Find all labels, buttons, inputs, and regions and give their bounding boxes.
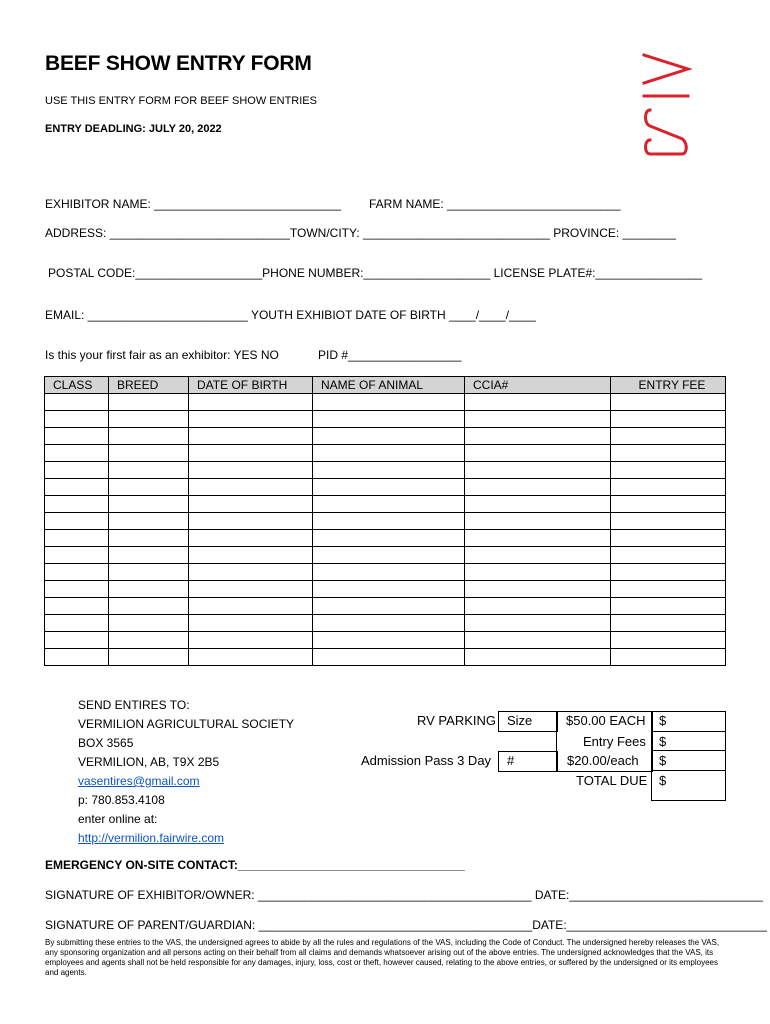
table-cell[interactable] [465,564,611,581]
table-cell[interactable] [109,632,189,649]
col-ccia: CCIA# [465,377,611,394]
table-row [45,462,726,479]
table-row [45,513,726,530]
table-cell[interactable] [45,411,109,428]
table-cell[interactable] [313,530,465,547]
table-cell[interactable] [465,394,611,411]
table-cell[interactable] [611,411,726,428]
amount-divider [651,731,726,732]
table-cell[interactable] [45,428,109,445]
form-title: BEEF SHOW ENTRY FORM [45,52,312,75]
online-label: enter online at: [78,812,158,826]
table-cell[interactable] [313,632,465,649]
table-cell[interactable] [45,530,109,547]
table-row [45,632,726,649]
col-class: CLASS [45,377,109,394]
table-cell[interactable] [313,598,465,615]
table-cell[interactable] [109,411,189,428]
table-cell[interactable] [611,649,726,666]
table-cell[interactable] [189,564,313,581]
table-cell[interactable] [45,513,109,530]
amount-divider [651,750,726,751]
table-row [45,530,726,547]
table-cell[interactable] [109,598,189,615]
amount-divider [651,770,726,771]
rv-size-label: Size [507,713,533,728]
col-date-of-birth: DATE OF BIRTH [189,377,313,394]
table-cell[interactable] [465,547,611,564]
table-cell[interactable] [45,564,109,581]
table-row [45,581,726,598]
table-cell[interactable] [109,547,189,564]
table-row [45,564,726,581]
table-cell[interactable] [313,615,465,632]
table-row [45,615,726,632]
website-link[interactable]: http://vermilion.fairwire.com [78,831,225,845]
table-cell[interactable] [45,394,109,411]
table-cell[interactable] [109,530,189,547]
table-cell[interactable] [465,598,611,615]
table-cell[interactable] [109,649,189,666]
postal-phone-license-field[interactable]: POSTAL CODE:___________________PHONE NUMBER:___________________ LICENSE PLATE#:________________ [48,266,703,280]
send-to-line: SEND ENTIRES TO: [78,698,190,712]
table-cell[interactable] [611,513,726,530]
table-cell[interactable] [45,462,109,479]
rv-amount[interactable]: $ [659,713,667,728]
table-row [45,428,726,445]
table-cell[interactable] [465,445,611,462]
table-cell[interactable] [189,394,313,411]
table-cell[interactable] [465,513,611,530]
admission-qty-box[interactable] [498,751,558,772]
email-dob-field[interactable]: EMAIL: ________________________ YOUTH EXHIBIOT DATE OF BIRTH ____/____/____ [45,308,536,322]
admission-price: $20.00/each [567,753,639,768]
table-header-row [45,377,726,394]
table-cell[interactable] [313,513,465,530]
table-cell[interactable] [611,462,726,479]
table-cell[interactable] [611,581,726,598]
table-cell[interactable] [189,513,313,530]
table-cell[interactable] [313,547,465,564]
admission-amount[interactable]: $ [659,753,667,768]
farm-name-field[interactable]: FARM NAME: __________________________ [369,197,621,211]
table-row [45,598,726,615]
rv-price: $50.00 EACH [566,713,646,728]
price-column-box [556,711,653,772]
table-cell[interactable] [45,598,109,615]
total-due-label: TOTAL DUE [576,773,648,788]
entry-fees-amount[interactable]: $ [659,734,667,749]
table-cell[interactable] [611,496,726,513]
table-cell[interactable] [313,445,465,462]
table-cell[interactable] [189,496,313,513]
table-cell[interactable] [313,479,465,496]
table-cell[interactable] [465,649,611,666]
table-cell[interactable] [465,462,611,479]
emergency-contact-field[interactable]: EMERGENCY ON-SITE CONTACT:__________________________________ [45,858,465,872]
table-cell[interactable] [189,428,313,445]
table-cell[interactable] [313,411,465,428]
col-entry-fee: ENTRY FEE [611,377,726,394]
table-cell[interactable] [45,581,109,598]
table-cell[interactable] [465,411,611,428]
table-row [45,394,726,411]
table-cell[interactable] [109,564,189,581]
table-cell[interactable] [611,598,726,615]
address-town-province-field[interactable]: ADDRESS: ___________________________TOWN/CITY: ____________________________ PROVINCE: ________ [45,226,676,240]
table-cell[interactable] [611,479,726,496]
table-cell[interactable] [109,394,189,411]
table-cell[interactable] [313,428,465,445]
table-cell[interactable] [109,462,189,479]
form-subtitle: USE THIS ENTRY FORM FOR BEEF SHOW ENTRIES [45,95,317,107]
admission-pass-label: Admission Pass 3 Day [361,753,492,768]
admission-qty-label: # [507,753,515,768]
col-breed: BREED [109,377,189,394]
table-cell[interactable] [465,581,611,598]
table-cell[interactable] [313,581,465,598]
table-cell[interactable] [465,479,611,496]
exhibitor-signature-field[interactable]: SIGNATURE OF EXHIBITOR/OWNER: _________________________________________ DATE:_____________________________ [45,888,763,902]
table-row [45,649,726,666]
col-name-of-animal: NAME OF ANIMAL [313,377,465,394]
table-cell[interactable] [189,462,313,479]
table-cell[interactable] [313,496,465,513]
table-cell[interactable] [189,530,313,547]
entry-fees-label: Entry Fees [583,734,646,749]
table-cell[interactable] [45,547,109,564]
table-cell[interactable] [611,547,726,564]
send-to-line: VERMILION, AB, T9X 2B5 [78,755,220,769]
table-cell[interactable] [189,411,313,428]
table-cell[interactable] [189,615,313,632]
table-cell[interactable] [611,564,726,581]
table-cell[interactable] [465,632,611,649]
table-cell[interactable] [45,445,109,462]
table-cell[interactable] [109,445,189,462]
table-cell[interactable] [313,462,465,479]
phone-number: p: 780.853.4108 [78,793,165,807]
table-cell[interactable] [45,615,109,632]
table-cell[interactable] [313,649,465,666]
table-cell[interactable] [465,530,611,547]
table-cell[interactable] [611,445,726,462]
table-cell[interactable] [189,547,313,564]
table-cell[interactable] [189,479,313,496]
entry-deadline: ENTRY DEADLING: JULY 20, 2022 [45,123,222,135]
table-row [45,411,726,428]
email-link[interactable]: vasentires@gmail.com [78,774,200,788]
entry-table [44,376,726,666]
pid-field[interactable]: PID #_________________ [318,348,462,362]
table-cell[interactable] [189,581,313,598]
exhibitor-name-field[interactable]: EXHIBITOR NAME: ____________________________ [45,197,341,211]
table-cell[interactable] [611,530,726,547]
table-cell[interactable] [465,428,611,445]
table-cell[interactable] [109,428,189,445]
table-cell[interactable] [611,428,726,445]
send-to-block [78,696,294,848]
send-to-line: BOX 3565 [78,736,134,750]
table-cell[interactable] [45,632,109,649]
table-cell[interactable] [189,598,313,615]
table-cell[interactable] [313,394,465,411]
rv-size-box[interactable] [498,711,558,732]
rv-parking-label: RV PARKING [417,713,496,728]
parent-signature-field[interactable]: SIGNATURE OF PARENT/GUARDIAN: _________________________________________DATE:______________________________ [45,918,767,932]
table-cell[interactable] [109,513,189,530]
table-cell[interactable] [109,496,189,513]
first-fair-question[interactable]: Is this your first fair as an exhibitor: YES NO [45,348,279,362]
table-cell[interactable] [109,479,189,496]
table-row [45,547,726,564]
disclaimer-text: By submitting these entries to the VAS, the undersigned agrees to abide by all the rules and regulations of the VAS, including the Code of Conduct. The undersigned hereby releases the VAS, any sponsoring organization and all persons acting on their behalf from all claims and demands whatsoever arising out of the above entries. The undersigned acknowledges that the VAS, its employees and agents shall not be held responsible for any damages, injury, loss, cost or theft, however caused, relating to the above entries, or suffered by the undersigned or its employees and agents. [45,938,720,977]
table-cell[interactable] [313,564,465,581]
table-cell[interactable] [189,445,313,462]
vas-logo [640,52,692,158]
table-cell[interactable] [189,649,313,666]
table-cell[interactable] [45,649,109,666]
table-cell[interactable] [611,394,726,411]
table-cell[interactable] [45,479,109,496]
send-to-line: VERMILION AGRICULTURAL SOCIETY [78,717,295,731]
table-cell[interactable] [465,615,611,632]
table-cell[interactable] [45,496,109,513]
table-cell[interactable] [109,615,189,632]
table-cell[interactable] [465,496,611,513]
table-cell[interactable] [189,632,313,649]
table-cell[interactable] [109,581,189,598]
total-due-amount[interactable]: $ [659,773,667,788]
table-cell[interactable] [611,615,726,632]
table-row [45,479,726,496]
table-row [45,445,726,462]
table-row [45,496,726,513]
table-cell[interactable] [611,632,726,649]
